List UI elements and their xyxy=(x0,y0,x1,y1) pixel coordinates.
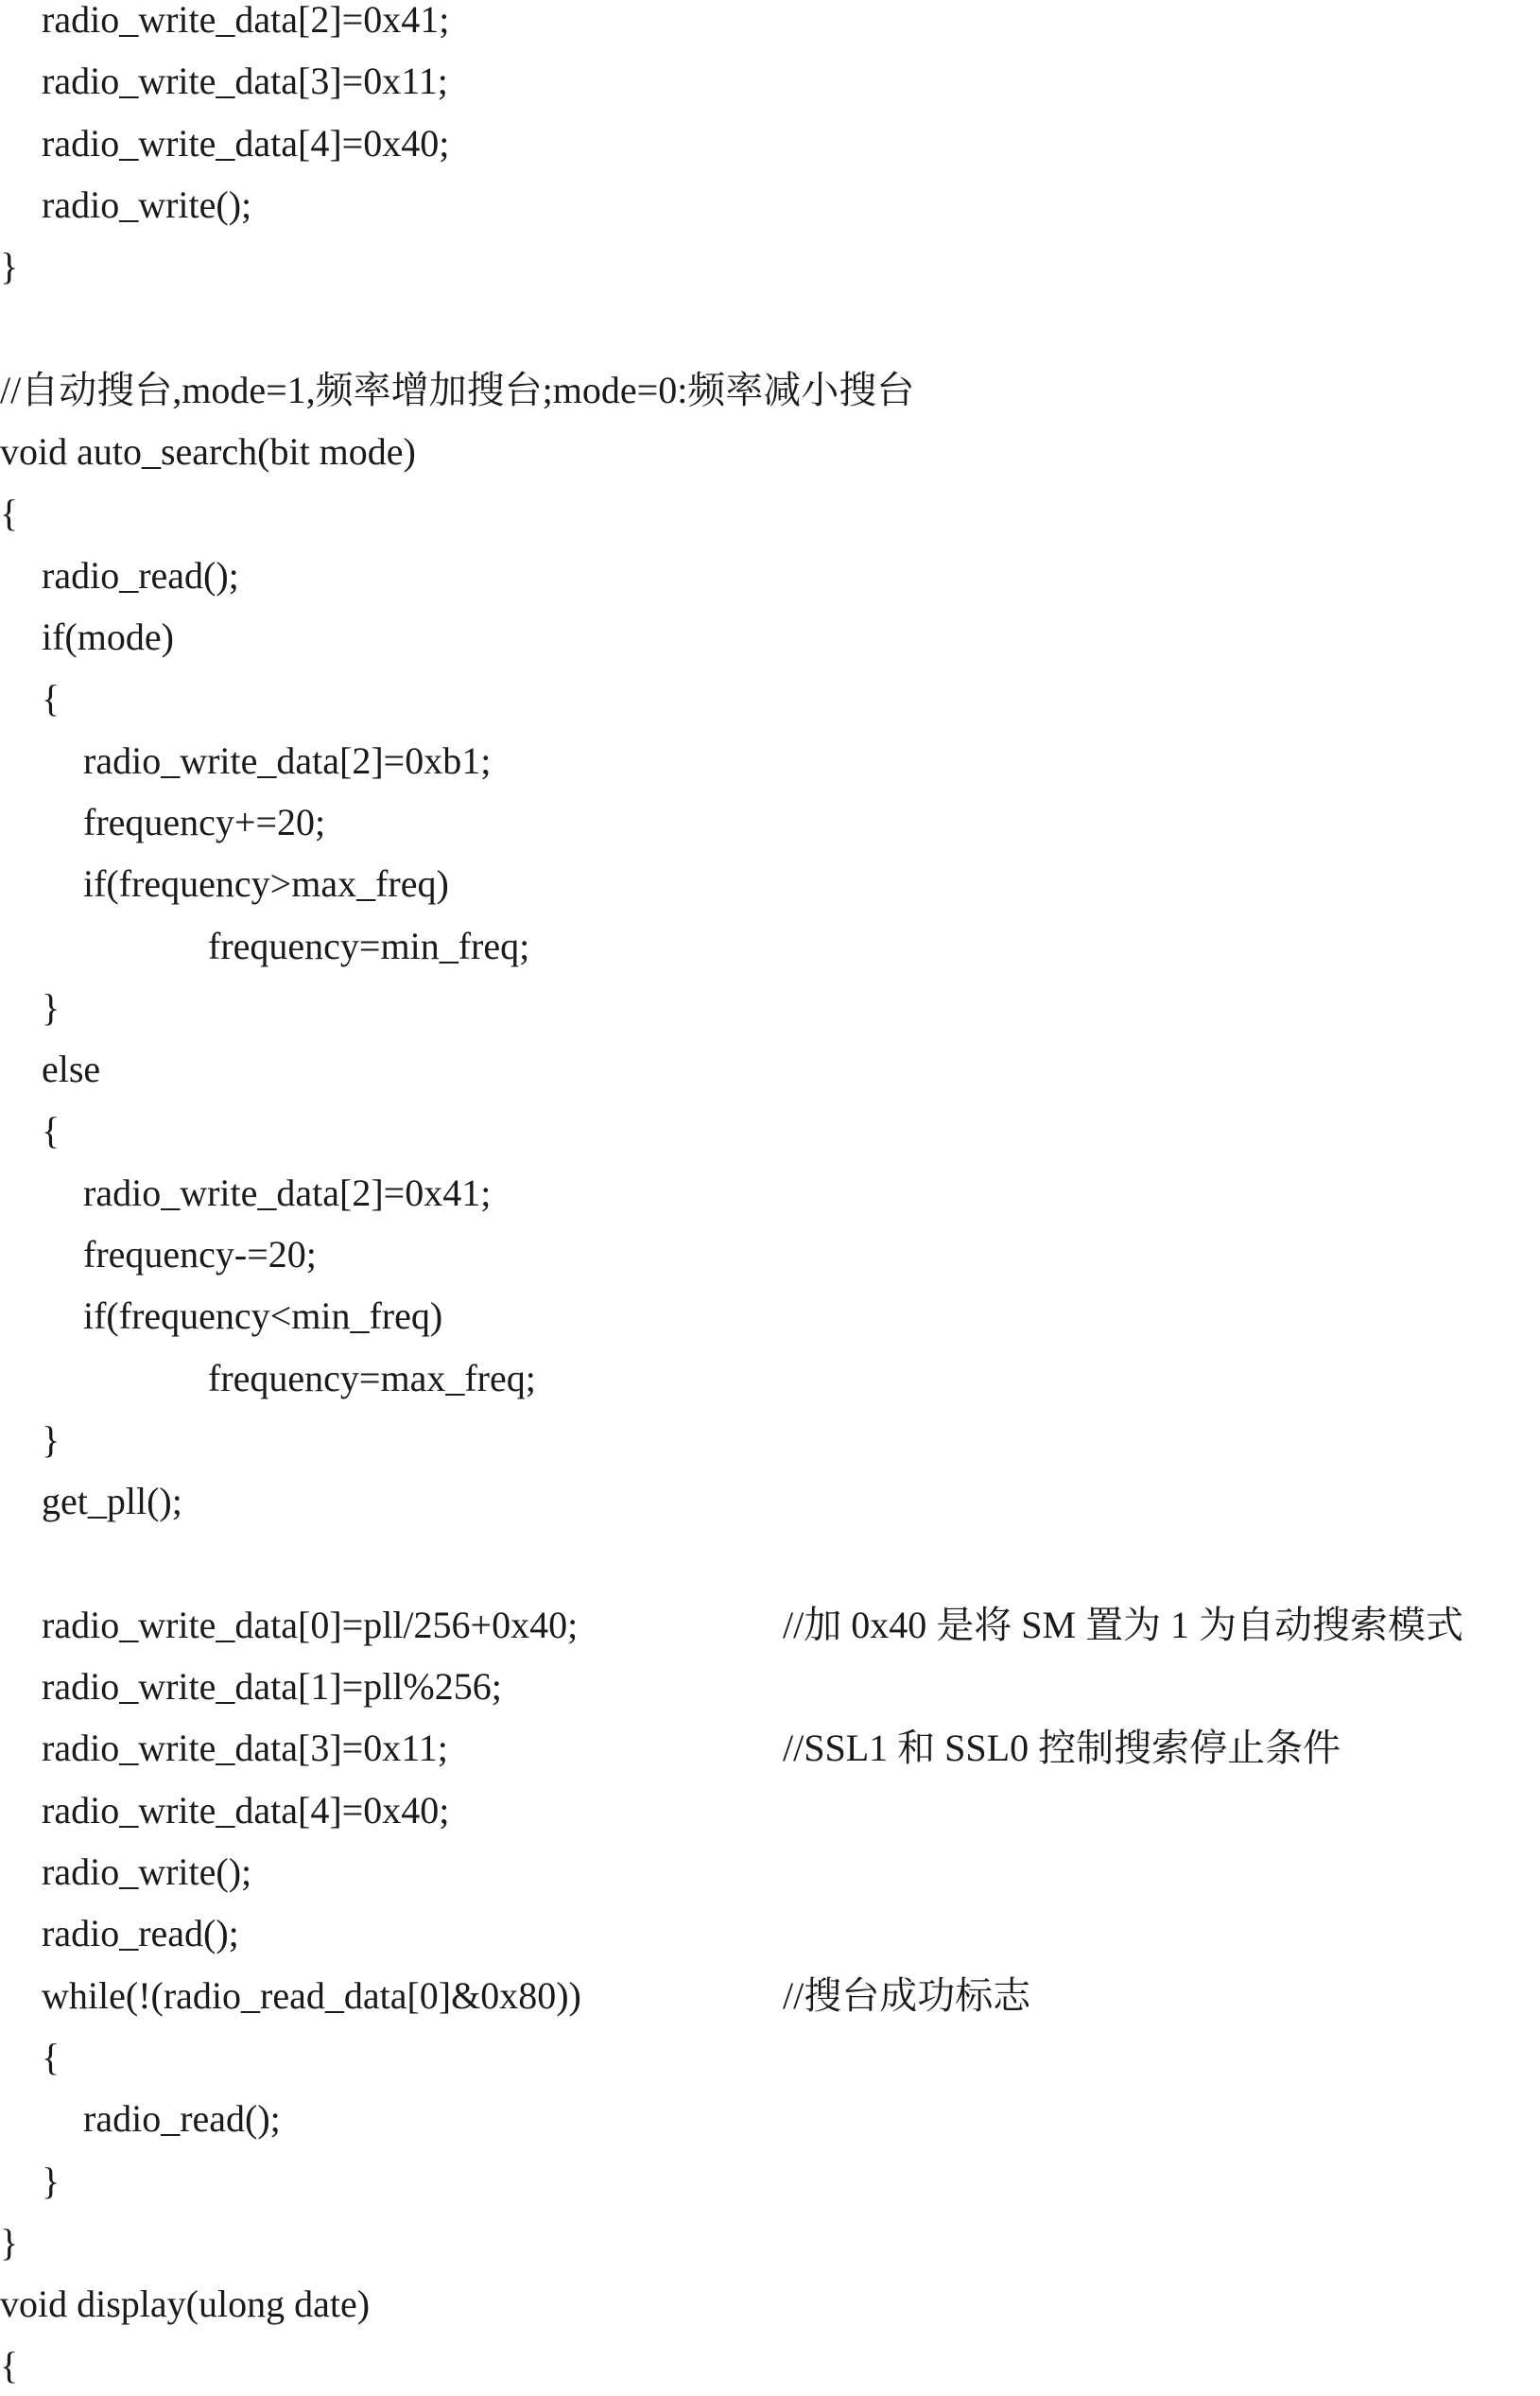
code-text: frequency=max_freq; xyxy=(208,1356,536,1399)
code-line xyxy=(0,235,1540,297)
code-text: } xyxy=(42,1417,61,1461)
code-line xyxy=(0,2026,1540,2088)
code-text: { xyxy=(42,2035,61,2078)
code-line xyxy=(0,1100,1540,1161)
code-text: } xyxy=(0,245,19,288)
code-comment: //SSL1 和 SSL0 控制搜索停止条件 xyxy=(783,1727,1341,1770)
code-line xyxy=(0,298,1540,359)
code-line xyxy=(0,1038,1540,1100)
code-comment: //加 0x40 是将 SM 置为 1 为自动搜索模式 xyxy=(783,1603,1464,1646)
code-line xyxy=(0,1470,1540,1532)
code-text: { xyxy=(0,492,19,535)
code-text: radio_write_data[1]=pll%256; xyxy=(42,1665,502,1709)
code-line xyxy=(0,50,1540,112)
code-text: while(!(radio_read_data[0]&0x80)) xyxy=(42,1973,581,2017)
code-text: void display(ulong date) xyxy=(0,2283,371,2326)
code-line xyxy=(0,1533,1540,1594)
code-text: radio_read(); xyxy=(42,1912,239,1955)
code-text: frequency-=20; xyxy=(83,1233,317,1276)
code-text: { xyxy=(42,1109,61,1153)
code-text: } xyxy=(0,2220,19,2264)
code-line xyxy=(0,730,1540,791)
code-line xyxy=(0,1965,1540,2026)
code-line xyxy=(0,113,1540,174)
code-text: radio_write_data[2]=0x41; xyxy=(42,0,450,41)
code-text: { xyxy=(0,2344,19,2387)
code-text: radio_write_data[3]=0x11; xyxy=(42,1727,448,1770)
code-text: radio_write(); xyxy=(42,182,252,226)
code-text: else xyxy=(42,1048,101,1091)
code-line xyxy=(0,0,1540,50)
code-line xyxy=(0,977,1540,1038)
code-line xyxy=(0,1656,1540,1717)
code-text: //自动搜台,mode=1,频率增加搜台;mode=0:频率减小搜台 xyxy=(0,368,915,411)
code-line xyxy=(0,359,1540,421)
code-line xyxy=(0,1162,1540,1224)
code-text: if(mode) xyxy=(42,616,174,658)
code-line xyxy=(0,174,1540,235)
code-line xyxy=(0,421,1540,482)
code-text: radio_write_data[2]=0xb1; xyxy=(83,738,492,782)
code-text: radio_write_data[4]=0x40; xyxy=(42,1788,450,1832)
code-line xyxy=(0,915,1540,977)
code-text: radio_read(); xyxy=(42,553,239,597)
code-line xyxy=(0,1285,1540,1346)
code-text: } xyxy=(42,985,61,1029)
code-line xyxy=(0,1780,1540,1841)
code-text: frequency=min_freq; xyxy=(208,924,530,967)
code-text: void auto_search(bit mode) xyxy=(0,430,416,474)
code-text: if(frequency>max_freq) xyxy=(83,862,449,906)
code-line xyxy=(0,545,1540,606)
code-text: get_pll(); xyxy=(42,1480,182,1523)
code-line xyxy=(0,1841,1540,1902)
code-text: radio_write_data[2]=0x41; xyxy=(83,1171,492,1214)
code-line xyxy=(0,853,1540,914)
code-line xyxy=(0,1717,1540,1779)
code-text: radio_write_data[0]=pll/256+0x40; xyxy=(42,1603,579,1646)
code-text: radio_write_data[3]=0x11; xyxy=(42,60,448,103)
code-text: } xyxy=(42,2159,61,2202)
code-text: radio_read(); xyxy=(83,2097,281,2141)
code-comment: //搜台成功标志 xyxy=(783,1973,1031,2017)
code-line xyxy=(0,1347,1540,1409)
code-line xyxy=(0,2212,1540,2273)
code-line xyxy=(0,1224,1540,1285)
code-line xyxy=(0,2273,1540,2335)
code-text: radio_write_data[4]=0x40; xyxy=(42,121,450,165)
code-line xyxy=(0,606,1540,668)
code-text: radio_write(); xyxy=(42,1850,252,1893)
code-line xyxy=(0,2088,1540,2149)
code-text: { xyxy=(42,677,61,721)
code-line xyxy=(0,791,1540,853)
code-line xyxy=(0,482,1540,544)
code-line xyxy=(0,2335,1540,2396)
code-text: if(frequency<min_freq) xyxy=(83,1294,443,1338)
code-line xyxy=(0,2150,1540,2212)
code-line xyxy=(0,1902,1540,1964)
code-line xyxy=(0,668,1540,729)
code-text: frequency+=20; xyxy=(83,800,326,843)
code-line xyxy=(0,1409,1540,1470)
code-line xyxy=(0,1594,1540,1656)
